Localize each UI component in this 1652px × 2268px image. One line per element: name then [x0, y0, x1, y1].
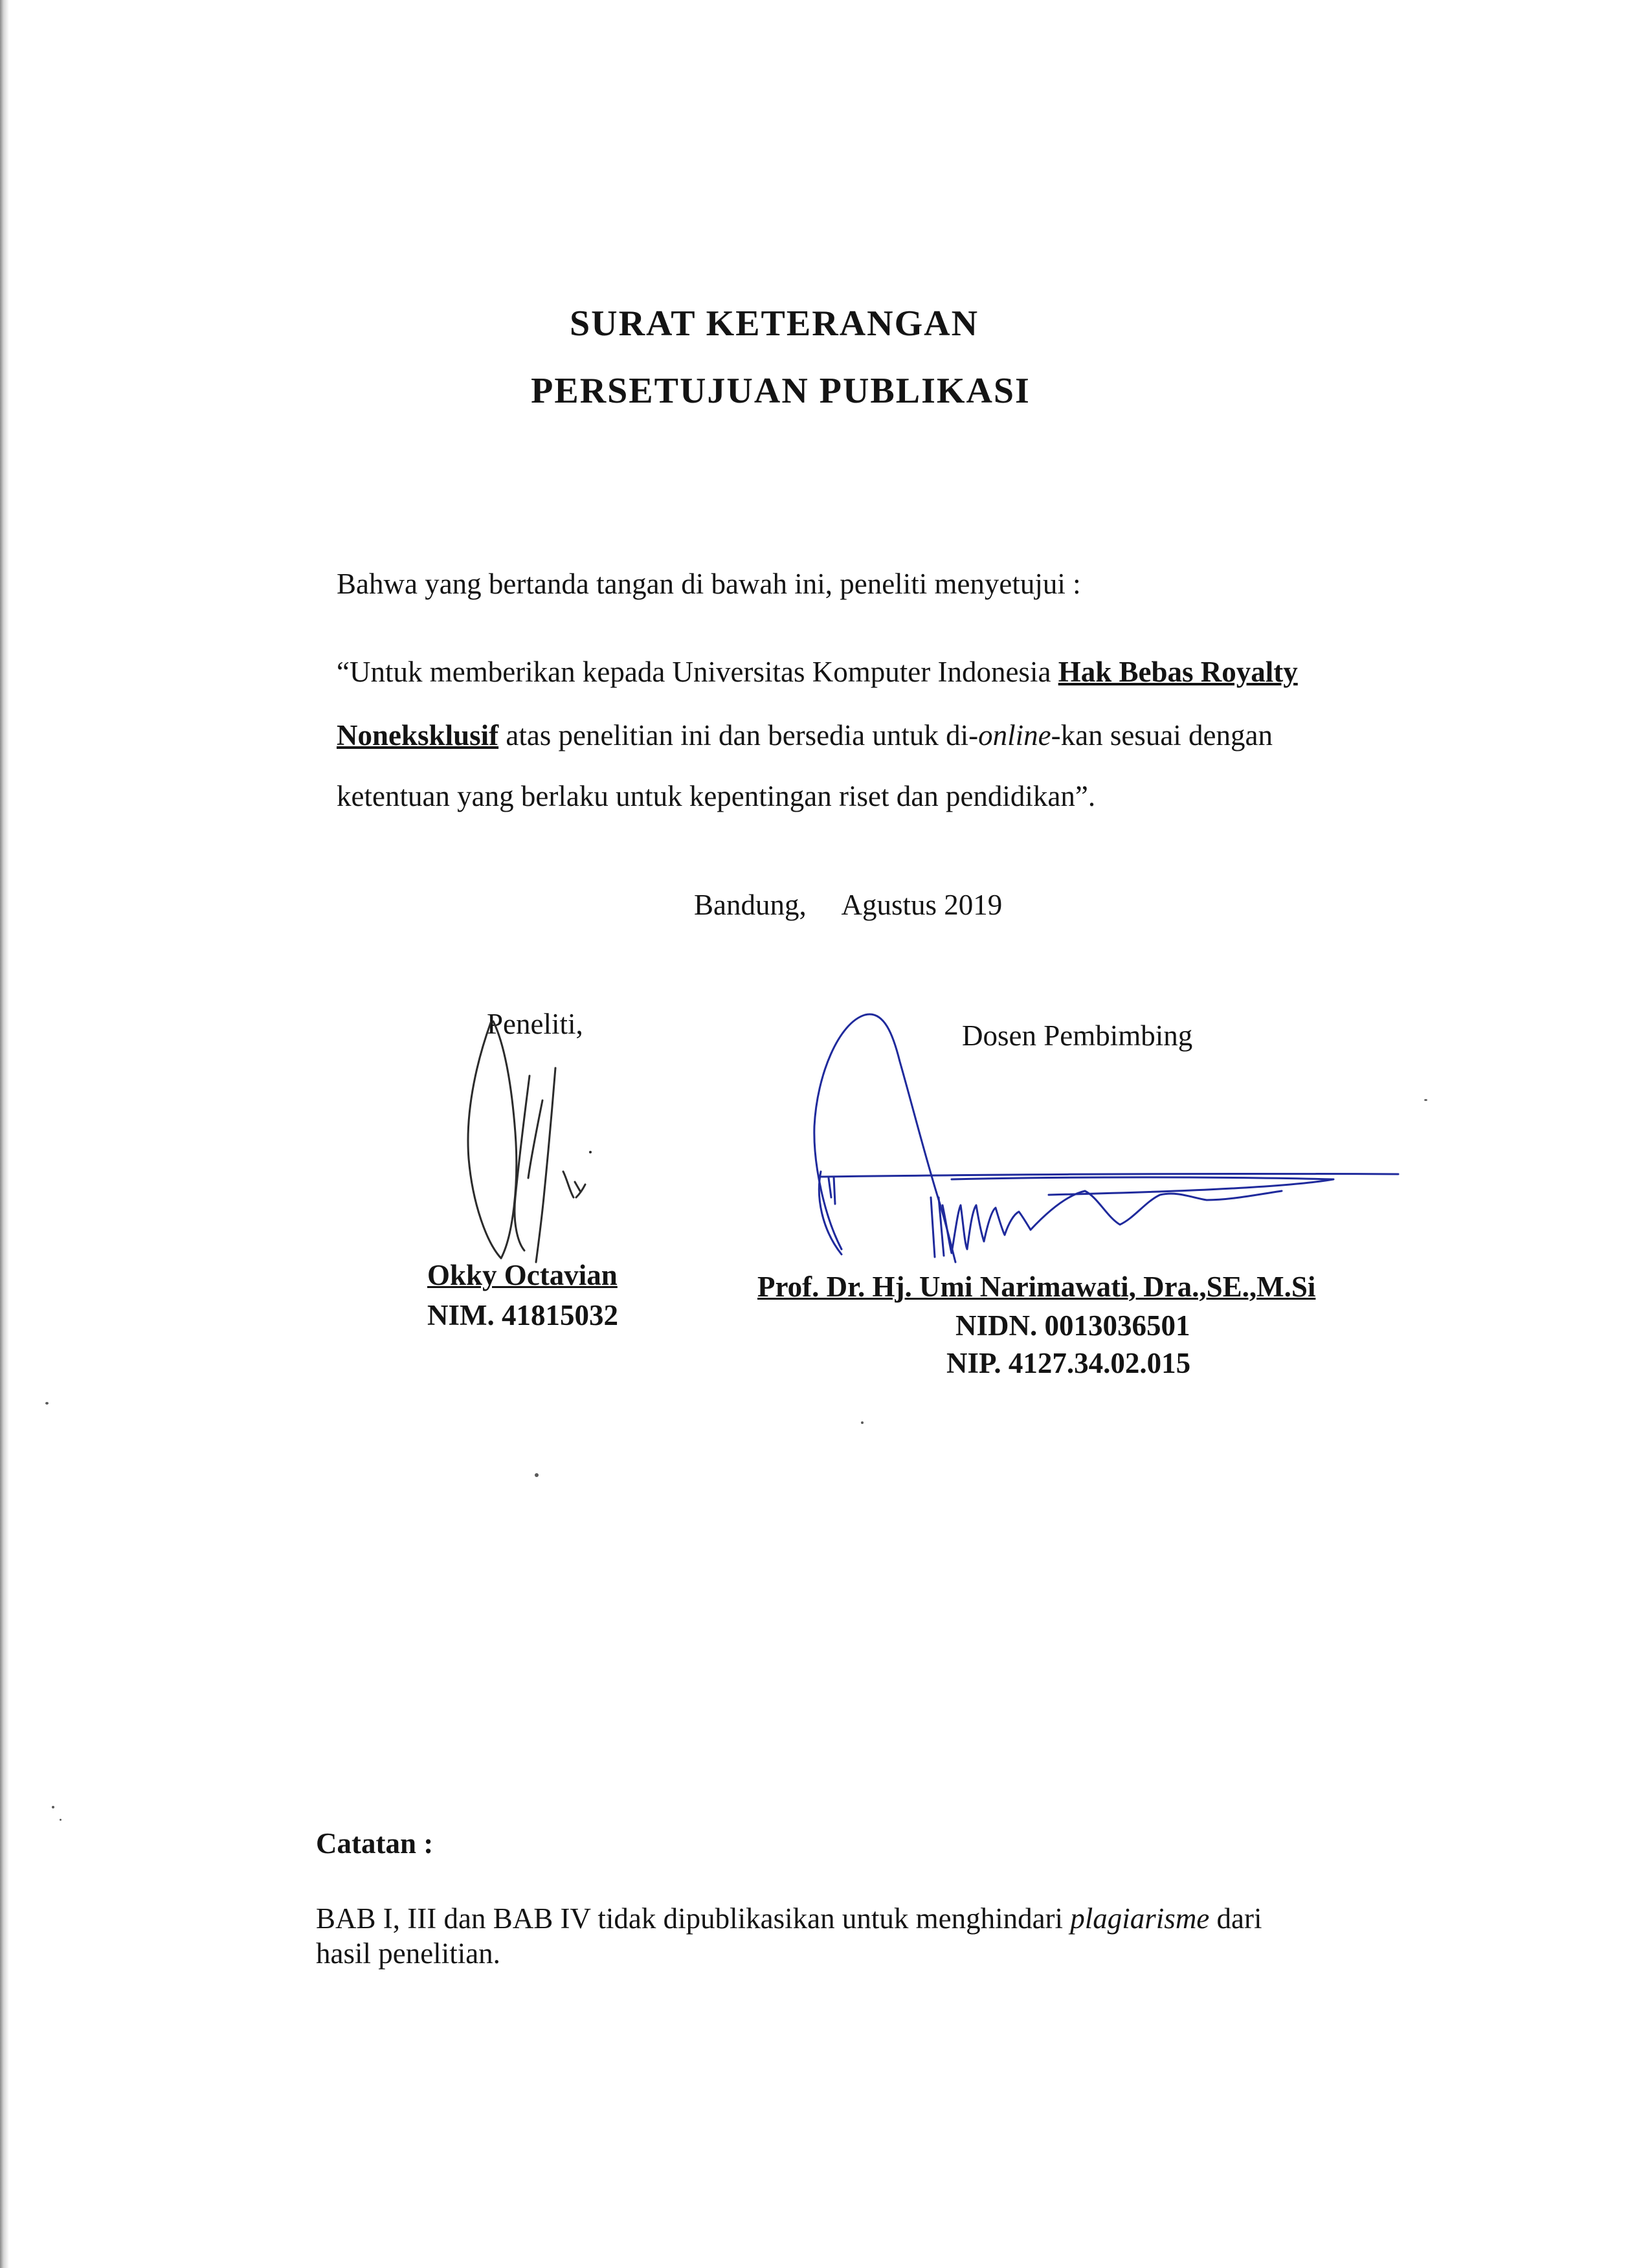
- note-text: dari: [1209, 1902, 1262, 1935]
- scan-speck: [861, 1421, 864, 1424]
- researcher-name: Okky Octavian: [427, 1259, 618, 1291]
- supervisor-role: Dosen Pembimbing: [962, 1019, 1193, 1052]
- scan-speck: [1424, 1099, 1427, 1101]
- statement-line-1: [337, 658, 1298, 687]
- scan-speck: [52, 1806, 54, 1808]
- statement-line-2: [337, 721, 1273, 750]
- statement-text: “Untuk memberikan kepada Universitas Komputer Indonesia: [337, 656, 1058, 688]
- researcher-signature: [453, 1003, 621, 1288]
- online-term: online: [978, 719, 1051, 751]
- document-title: SURAT KETERANGAN: [569, 304, 979, 344]
- note-line-2: hasil penelitian.: [316, 1937, 500, 1970]
- scan-speck: [535, 1473, 539, 1477]
- intro-paragraph: Bahwa yang bertanda tangan di bawah ini, peneliti menyetujui :: [337, 568, 1081, 600]
- supervisor-signature: [803, 1003, 1411, 1301]
- royalty-term: Hak Bebas Royalty: [1058, 656, 1298, 688]
- note-text: BAB I, III dan BAB IV tidak dipublikasikan untuk menghindari: [316, 1902, 1071, 1935]
- statement-text: atas penelitian ini dan bersedia untuk di-: [498, 719, 979, 751]
- supervisor-name: Prof. Dr. Hj. Umi Narimawati, Dra.,SE.,M.Si: [757, 1271, 1316, 1303]
- place-date: Bandung, Agustus 2019: [694, 889, 1003, 921]
- noneksklusif-term: Noneksklusif: [337, 719, 499, 751]
- supervisor-nip: NIP. 4127.34.02.015: [946, 1347, 1191, 1379]
- statement-text: -kan sesuai dengan: [1051, 719, 1273, 751]
- scan-speck: [45, 1402, 49, 1405]
- researcher-role: Peneliti,: [487, 1008, 583, 1040]
- note-heading: Catatan :: [316, 1827, 434, 1860]
- scan-speck: [60, 1819, 61, 1821]
- researcher-nim: NIM. 41815032: [427, 1299, 618, 1331]
- note-line-1: [316, 1904, 1262, 1933]
- statement-line-3: ketentuan yang berlaku untuk kepentingan riset dan pendidikan”.: [337, 780, 1096, 812]
- plagiarism-term: plagiarisme: [1070, 1902, 1210, 1935]
- supervisor-nidn: NIDN. 0013036501: [955, 1309, 1190, 1342]
- document-subtitle: PERSETUJUAN PUBLIKASI: [531, 371, 1031, 411]
